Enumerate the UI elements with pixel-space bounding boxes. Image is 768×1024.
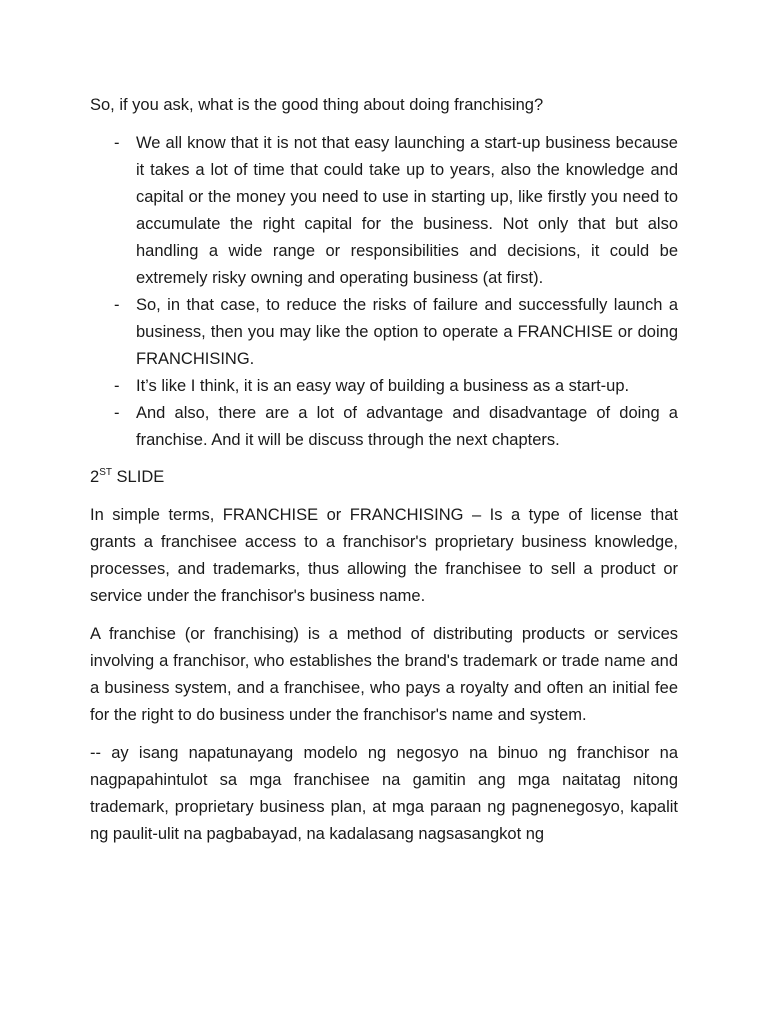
bullet-text: We all know that it is not that easy launching a start-up business because it takes a lot of time that could take up to years, also the knowledge and capital or the money you need to use in starting up, like firstly you need to accumulate the right capital for the business. Not only that but also handling a wide range or responsibilities and decisions, it could be extremely risky owning and operating business (at first). bbox=[136, 134, 678, 287]
bullet-dash: - bbox=[114, 404, 120, 422]
bullet-item bbox=[90, 373, 678, 400]
bullet-list bbox=[90, 130, 678, 454]
slide-number-suffix: ST bbox=[99, 466, 112, 478]
intro-question: So, if you ask, what is the good thing about doing franchising? bbox=[90, 96, 544, 114]
bullet-text: It’s like I think, it is an easy way of building a business as a start-up. bbox=[136, 377, 630, 395]
bullet-dash: - bbox=[114, 134, 120, 152]
bullet-text: And also, there are a lot of advantage and disadvantage of doing a franchise. And it will be discuss through the next chapters. bbox=[136, 404, 678, 449]
bullet-text: So, in that case, to reduce the risks of failure and successfully launch a business, then you may like the option to operate a FRANCHISE or doing FRANCHISING. bbox=[136, 296, 678, 368]
bullet-item bbox=[90, 130, 678, 292]
bullet-item bbox=[90, 400, 678, 454]
slide-number: 2 bbox=[90, 468, 100, 486]
bullet-dash: - bbox=[114, 377, 120, 395]
definition-paragraph: In simple terms, FRANCHISE or FRANCHISING – Is a type of license that grants a franchisee access to a franchisor's proprietary business knowledge, processes, and trademarks, thus allowing the franchisee to sell a product or service under the franchisor's business name. bbox=[90, 506, 678, 605]
definition-paragraph: A franchise (or franchising) is a method of distributing products or services involving a franchisor, who establishes the brand's trademark or trade name and a business system, and a franchisee, who pays a royalty and often an initial fee for the right to do business under the franchisor's name and system. bbox=[90, 625, 678, 724]
bullet-item bbox=[90, 292, 678, 373]
slide-label: SLIDE bbox=[111, 468, 165, 486]
slide-heading bbox=[90, 464, 678, 491]
document-body bbox=[90, 92, 678, 859]
bullet-dash: - bbox=[114, 296, 120, 314]
tagalog-paragraph: -- ay isang napatunayang modelo ng negosyo na binuo ng franchisor na nagpapahintulot sa mga franchisee na gamitin ang mga naitatag nitong trademark, proprietary business plan, at mga paraan ng pagnenegosyo, kapalit ng paulit-ulit na pagbabayad, na kadalasang nagsasangkot ng bbox=[90, 744, 678, 843]
